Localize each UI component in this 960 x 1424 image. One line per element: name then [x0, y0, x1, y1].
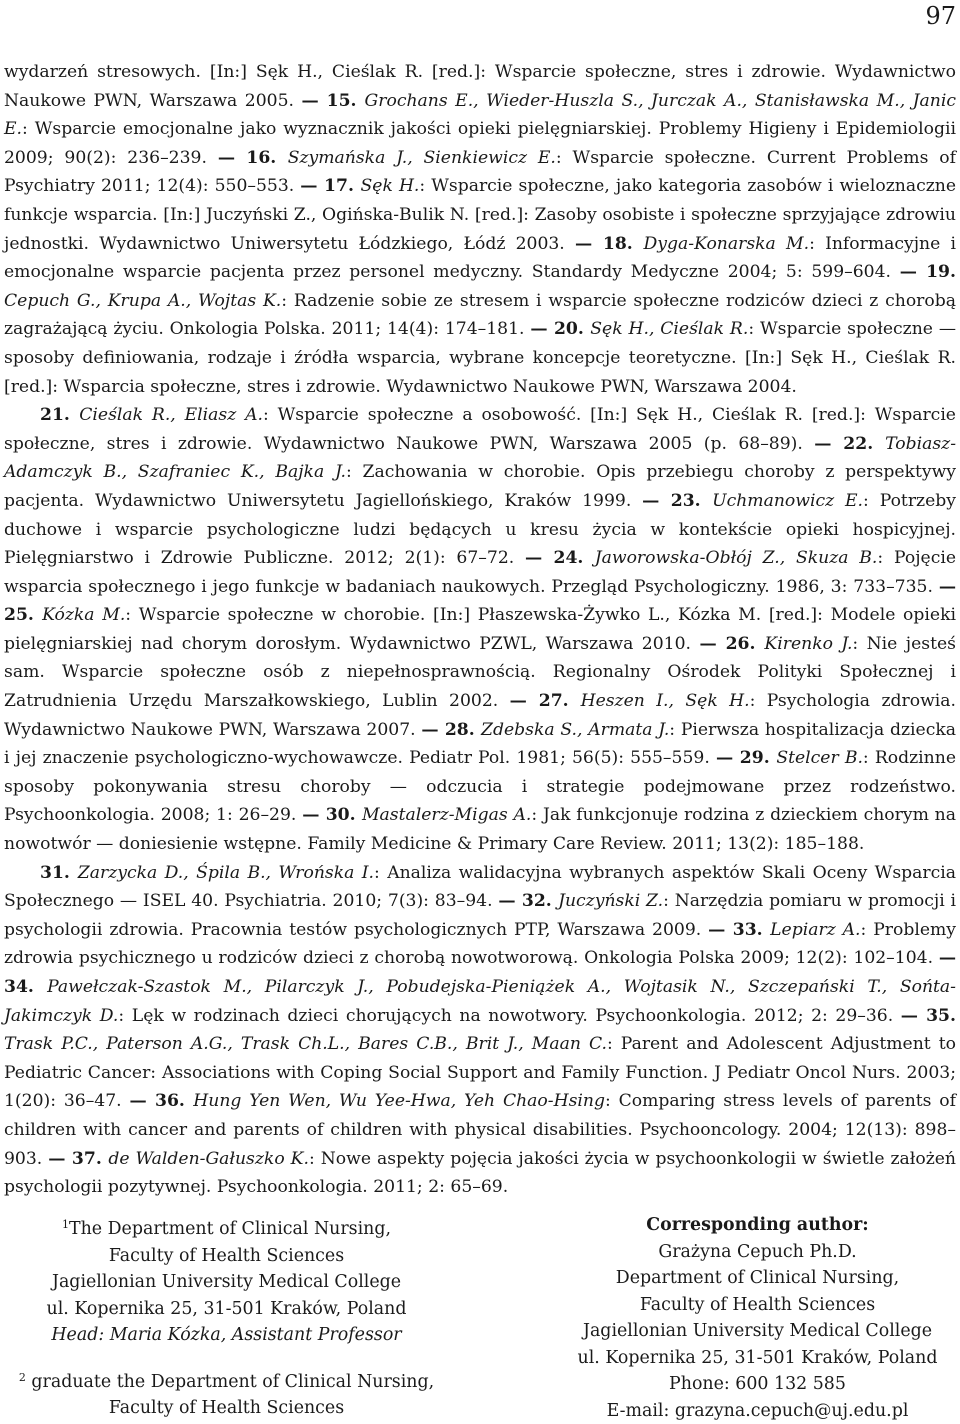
ref-text: : Radzenie sobie ze stresem i wsparcie społeczne rodziców dzieci z chorobą zagrażającą życiu. Onkologia Polska. 2011; 14(4): 174–181.: [4, 291, 956, 340]
ref-number: 16.: [235, 148, 288, 168]
ref-authors: Hung Yen Wen, Wu Yee-Hwa, Yeh Chao-Hsing: [193, 1091, 605, 1111]
ref-number: 34.: [4, 977, 47, 997]
ref-authors: Heszen I., Sęk H.: [581, 691, 750, 711]
ref-number: 30.: [319, 805, 362, 825]
ref-text: : Informacyjne i emocjonalne wsparcie pacjenta przez personel medyczny. Standardy Medyczne 2004; 5: 599–604.: [4, 234, 956, 283]
ref-authors: Uchmanowicz E.: [712, 491, 863, 511]
ref-number: 19.: [917, 262, 956, 282]
corresponding-author-name: Grażyna Cepuch Ph.D.: [555, 1239, 960, 1266]
ref-dash: —: [48, 1149, 65, 1169]
ref-dash: —: [301, 91, 318, 111]
ref-authors: Lepiarz A.: [770, 920, 860, 940]
ref-number: 31.: [40, 863, 78, 883]
ref-text: : Wsparcie społeczne — sposoby definiowania, rodzaje i źródła wsparcia, wybrane koncepcje teoretyczne. [In:] Sęk H., Cieślak R. [red.]: Wsparcia społeczne, stres i zdrowie. Wydawnictwo Naukowe PWN, Warszawa 2004.: [4, 319, 956, 396]
ref-number: 21.: [40, 405, 79, 425]
ref-text: : Wsparcie społeczne, jako kategoria zasobów i wieloznaczne funkcje wsparcia. [In:] Juczyński Z., Ogińska-Bulik N. [red.]: Zasoby osobiste i społeczne sprzyjające zdrowiu jednostki. Wydawnictwo Uniwersytetu Łódzkiego, Łódź 2003.: [4, 176, 956, 253]
ref-authors: Sęk H.: [361, 176, 420, 196]
ref-text: : Pierwsza hospitalizacja dziecka i jej znaczenie psychologiczno-wychowawcze. Pediatr Pol. 1981; 56(5): 555–559.: [4, 720, 956, 769]
ref-authors: Zdebska S., Armata J.: [481, 720, 669, 740]
ref-dash: —: [708, 920, 725, 940]
ref-number: 22.: [831, 434, 885, 454]
ref-authors: Tobiasz-Adamczyk B., Szafraniec K., Bajka J.: [4, 434, 956, 483]
ref-dash: —: [129, 1091, 146, 1111]
footnote-mark-2: 2: [19, 1371, 26, 1384]
ref-number: 15.: [319, 91, 365, 111]
ref-authors: Sęk H., Cieślak R.: [590, 319, 748, 339]
ref-dash: —: [302, 805, 319, 825]
ref-text: : Nie jesteś sam. Wsparcie społeczne osób z niepełnosprawnością. Regionalny Ośrodek Polityki Społecznej i Zatrudnienia Urzędu Marszałkowskiego, Lublin 2002.: [4, 634, 956, 711]
affiliation-1-head: Head: Maria Kózka, Assistant Professor: [4, 1322, 449, 1349]
ref-text: : Lęk w rodzinach dzieci chorujących na nowotwory. Psychoonkologia. 2012; 2: 29–36.: [118, 1006, 900, 1026]
ref-number: 25.: [4, 605, 42, 625]
ref-dash: —: [525, 548, 542, 568]
ref-number: 37.: [65, 1149, 108, 1169]
ref-authors: Kózka M.: [42, 605, 125, 625]
ref-dash: —: [510, 691, 527, 711]
affiliation-2-line-2: Faculty of Health Sciences: [4, 1395, 449, 1422]
ref-dash: —: [939, 948, 956, 968]
corresponding-author-phone: Phone: 600 132 585: [555, 1371, 960, 1398]
ref-authors: Grochans E., Wieder-Huszla S., Jurczak A., Stanisławska M., Janic E.: [4, 91, 956, 140]
affiliation-1-line-4: ul. Kopernika 25, 31-501 Kraków, Poland: [4, 1296, 449, 1323]
ref-text: : Comparing stress levels of parents of children with cancer and parents of children with physical disabilities. Psychooncology. 2004; 12(13): 898–903.: [4, 1091, 956, 1168]
ref-dash: —: [814, 434, 831, 454]
ref-text: : Wsparcie społeczne a osobowość. [In:] Sęk H., Cieślak R. [red.]: Wsparcie społeczne, stres i zdrowie. Wydawnictwo Naukowe PWN, Warszawa 2005 (p. 68–89).: [4, 405, 956, 454]
ref-dash: —: [530, 319, 547, 339]
corresponding-author-dept: Department of Clinical Nursing,: [555, 1265, 960, 1292]
ref-dash: —: [939, 577, 956, 597]
ref-dash: —: [699, 634, 716, 654]
ref-authors: Cieślak R., Eliasz A.: [79, 405, 263, 425]
ref-text: wydarzeń stresowych. [In:] Sęk H., Cieślak R. [red.]: Wsparcie społeczne, stres i zdrowie. Wydawnictwo Naukowe PWN, Warszawa 2005.: [4, 62, 956, 111]
ref-number: 20.: [548, 319, 591, 339]
corresponding-author: [555, 1212, 960, 1424]
ref-number: 29.: [733, 748, 776, 768]
ref-text: : Psychologia zdrowia. Wydawnictwo Naukowe PWN, Warszawa 2007.: [4, 691, 956, 740]
ref-authors: Jaworowska-Obłój Z., Skuza B.: [595, 548, 878, 568]
ref-dash: —: [300, 176, 317, 196]
ref-number: 23.: [659, 491, 712, 511]
ref-number: 27.: [527, 691, 581, 711]
ref-text: : Parent and Adolescent Adjustment to Pediatric Cancer: Associations with Coping Social Support and Family Function. J Pediatr Oncol Nurs. 2003; 1(20): 36–47.: [4, 1034, 956, 1111]
ref-number: 28.: [439, 720, 481, 740]
ref-number: 17.: [317, 176, 360, 196]
ref-text: : Wsparcie społeczne w chorobie. [In:] Płaszewska-Żywko L., Kózka M. [red.]: Modele opieki pielęgniarskiej nad chorym dorosłym. Wydawnictwo PZWL, Warszawa 2010.: [4, 605, 956, 654]
ref-dash: —: [901, 1006, 918, 1026]
ref-authors: Zarzycka D., Śpila B., Wrońska I.: [78, 863, 374, 883]
ref-dash: —: [498, 891, 515, 911]
ref-authors: de Walden-Gałuszko K.: [108, 1149, 309, 1169]
ref-text: : Wsparcie społeczne. Current Problems of Psychiatry 2011; 12(4): 550–553.: [4, 148, 956, 197]
ref-dash: —: [575, 234, 592, 254]
footnote-mark-1: 1: [62, 1218, 69, 1231]
ref-text: : Zachowania w chorobie. Opis przebiegu choroby z perspektywy pacjenta. Wydawnictwo Uniwersytetu Jagiellońskiego, Kraków 1999.: [4, 462, 956, 511]
page-number: 97: [925, 2, 956, 30]
ref-authors: Szymańska J., Sienkiewicz E.: [288, 148, 556, 168]
ref-authors: Kirenko J.: [764, 634, 852, 654]
ref-text: : Analiza walidacyjna wybranych aspektów Skali Oceny Wsparcia Społecznego — ISEL 40. Psychiatria. 2010; 7(3): 83–94.: [4, 863, 956, 912]
corresponding-author-faculty: Faculty of Health Sciences: [555, 1292, 960, 1319]
ref-dash: —: [900, 262, 917, 282]
ref-dash: —: [421, 720, 438, 740]
affiliation-2-line-1: $^2$ graduate the Department of Clinical Nursing,: [4, 1365, 449, 1396]
ref-number: 36.: [147, 1091, 194, 1111]
ref-authors: Dyga-Konarska M.: [644, 234, 810, 254]
ref-authors: Cepuch G., Krupa A., Wojtas K.: [4, 291, 281, 311]
corresponding-author-address: ul. Kopernika 25, 31-501 Kraków, Poland: [555, 1345, 960, 1372]
ref-dash: —: [642, 491, 659, 511]
ref-text: : Potrzeby duchowe i wsparcie psychologiczne ludzi będących u kresu życia w kontekście opieki hospicyjnej. Pielęgniarstwo i Zdrowie Publiczne. 2012; 2(1): 67–72.: [4, 491, 956, 568]
ref-text: : Pojęcie wsparcia społecznego i jego funkcje w badaniach naukowych. Przegląd Psychologiczny. 1986, 3: 733–735.: [4, 548, 956, 597]
ref-number: 35.: [918, 1006, 956, 1026]
ref-text: : Wsparcie emocjonalne jako wyznacznik jakości opieki pielęgniarskiej. Problemy Higieny i Epidemiologii 2009; 90(2): 236–239.: [4, 119, 956, 168]
ref-text: : Jak funkcjonuje rodzina z dzieckiem chorym na nowotwór — doniesienie wstępne. Family Medicine & Primary Care Review. 2011; 13(2): 185–188.: [4, 805, 956, 854]
affiliation-1-line-2: Faculty of Health Sciences: [4, 1243, 449, 1270]
ref-dash: —: [218, 148, 235, 168]
affiliation-1-line-3: Jagiellonian University Medical College: [4, 1269, 449, 1296]
corresponding-author-heading: Corresponding author:: [555, 1212, 960, 1239]
ref-text: : Narzędzia pomiaru w promocji i psychologii zdrowia. Pracownia testów psychologicznych PTP, Warszawa 2009.: [4, 891, 956, 940]
references-paragraph-2: [4, 401, 956, 859]
ref-authors: Mastalerz-Migas A.: [362, 805, 531, 825]
ref-text: : Problemy zdrowia psychicznego u rodziców dzieci z chorobą nowotworową. Onkologia Polska 2009; 12(2): 102–104.: [4, 920, 956, 969]
references-paragraph-3: [4, 859, 956, 1202]
ref-text: : Nowe aspekty pojęcia jakości życia w psychoonkologii w świetle założeń psychologii pozytywnej. Psychoonkologia. 2011; 2: 65–69.: [4, 1149, 956, 1198]
ref-number: 24.: [542, 548, 595, 568]
ref-authors: Trask P.C., Paterson A.G., Trask Ch.L., Bares C.B., Brit J., Maan C.: [4, 1034, 607, 1054]
ref-number: 18.: [592, 234, 643, 254]
ref-authors: Juczyński Z.: [558, 891, 663, 911]
ref-number: 32.: [516, 891, 559, 911]
references-section: [4, 58, 956, 1202]
ref-authors: Stelcer B.: [776, 748, 863, 768]
ref-dash: —: [716, 748, 733, 768]
ref-authors: Pawełczak-Szastok M., Pilarczyk J., Pobudejska-Pieniążek A., Wojtasik N., Szczepański T., Sońta-Jakimczyk D.: [4, 977, 956, 1026]
references-paragraph-1: [4, 58, 956, 401]
author-affiliations: [4, 1212, 449, 1422]
ref-number: 33.: [725, 920, 770, 940]
affiliation-1-line-1: $^1$The Department of Clinical Nursing,: [4, 1212, 449, 1243]
corresponding-author-email: E-mail: grazyna.cepuch@uj.edu.pl: [555, 1398, 960, 1424]
corresponding-author-college: Jagiellonian University Medical College: [555, 1318, 960, 1345]
ref-number: 26.: [717, 634, 765, 654]
ref-text: : Rodzinne sposoby pokonywania stresu choroby — odczucia i strategie podejmowane przez rodzeństwo. Psychoonkologia. 2008; 1: 26–29.: [4, 748, 956, 825]
